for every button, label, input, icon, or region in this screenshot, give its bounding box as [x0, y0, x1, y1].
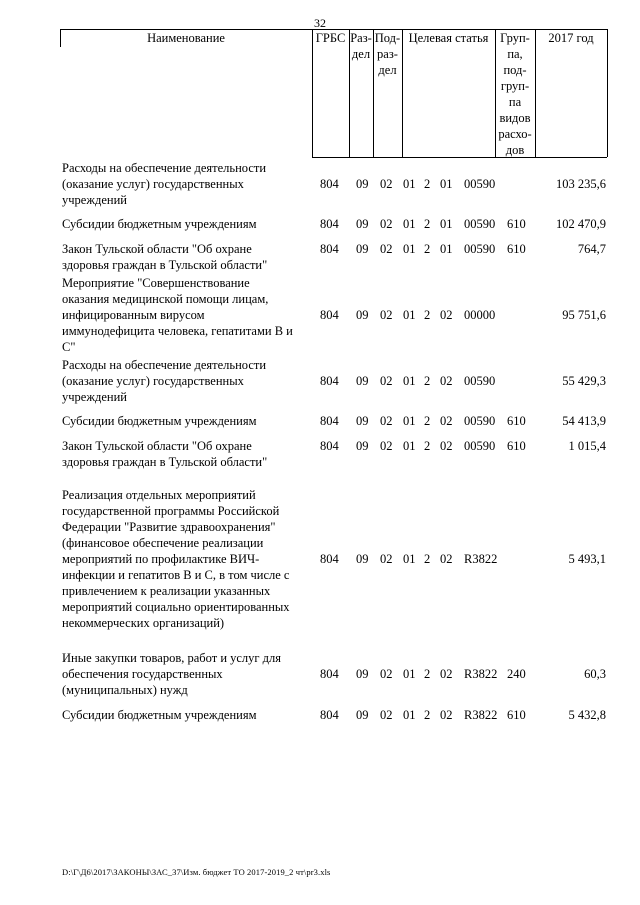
row-target-program: 01 — [403, 242, 416, 256]
row-name — [62, 216, 312, 232]
row-name-line: мероприятий социально ориентированных — [62, 600, 290, 614]
row-amount: 55 429,3 — [562, 374, 606, 388]
row-grbs: 804 — [320, 217, 339, 231]
row-target-event: 02 — [440, 552, 453, 566]
row-name-line: Субсидии бюджетным учреждениям — [62, 414, 257, 428]
row-target-subprogram: 2 — [424, 667, 431, 681]
row-name-line: Закон Тульской области "Об охране — [62, 242, 252, 256]
row-grbs: 804 — [320, 308, 339, 322]
row-amount: 103 235,6 — [556, 177, 606, 191]
row-name-line: иммунодефицита человека, гепатитами В и — [62, 324, 293, 338]
row-razdel: 09 — [356, 414, 369, 428]
row-name — [62, 413, 312, 429]
row-target-direction: 00590 — [464, 177, 496, 191]
header-divider — [402, 29, 403, 157]
table-row — [0, 438, 640, 469]
row-target-subprogram: 2 — [424, 552, 431, 566]
row-name-line: Федерации "Развитие здравоохранения" — [62, 520, 276, 534]
row-expense-group: 610 — [507, 242, 526, 256]
row-grbs: 804 — [320, 177, 339, 191]
row-podrazdel: 02 — [380, 374, 393, 388]
row-expense-group: 610 — [507, 439, 526, 453]
table-row — [0, 487, 640, 630]
row-target-event: 01 — [440, 242, 453, 256]
row-target-direction: 00590 — [464, 217, 496, 231]
row-name-line: Расходы на обеспечение деятельности — [62, 161, 267, 175]
row-name-line: обеспечения государственных — [62, 667, 223, 681]
row-name-line: (оказание услуг) государственных — [62, 374, 244, 388]
row-razdel: 09 — [356, 242, 369, 256]
row-amount: 5 432,8 — [568, 708, 606, 722]
row-name-line: здоровья граждан в Тульской области" — [62, 258, 268, 272]
row-target-event: 02 — [440, 708, 453, 722]
row-expense-group: 610 — [507, 217, 526, 231]
table-row — [0, 357, 640, 404]
row-target-event: 01 — [440, 217, 453, 231]
row-podrazdel: 02 — [380, 708, 393, 722]
header-target-article: Целевая статья — [408, 31, 489, 45]
row-target-subprogram: 2 — [424, 439, 431, 453]
row-name-line: привлечением к реализации указанных — [62, 584, 271, 598]
row-target-event: 02 — [440, 667, 453, 681]
header-name: Наименование — [147, 31, 225, 45]
table-row — [0, 216, 640, 231]
row-razdel: 09 — [356, 308, 369, 322]
row-amount: 54 413,9 — [562, 414, 606, 428]
row-razdel: 09 — [356, 439, 369, 453]
row-amount: 1 015,4 — [568, 439, 606, 453]
row-target-event: 02 — [440, 439, 453, 453]
row-target-direction: R3822 — [464, 708, 498, 722]
row-amount: 95 751,6 — [562, 308, 606, 322]
row-razdel: 09 — [356, 217, 369, 231]
row-name-line: Реализация отдельных мероприятий — [62, 488, 256, 502]
row-podrazdel: 02 — [380, 217, 393, 231]
row-target-program: 01 — [403, 552, 416, 566]
table-row — [0, 707, 640, 722]
row-name — [62, 650, 312, 698]
file-path-footer: D:\Г\Д6\2017\ЗАКОНЫ\ЗАС_37\Изм. бюджет ТО 2017-2019_2 чт\pr3.xls — [62, 867, 331, 877]
row-name-line: (оказание услуг) государственных — [62, 177, 244, 191]
row-name-line: (финансовое обеспечение реализации — [62, 536, 264, 550]
row-name-line: учреждений — [62, 390, 127, 404]
row-razdel: 09 — [356, 374, 369, 388]
row-target-subprogram: 2 — [424, 177, 431, 191]
row-target-program: 01 — [403, 708, 416, 722]
row-name-line: государственной программы Российской — [62, 504, 280, 518]
row-podrazdel: 02 — [380, 552, 393, 566]
row-name — [62, 160, 312, 208]
row-amount: 764,7 — [577, 242, 606, 256]
row-amount: 5 493,1 — [568, 552, 606, 566]
row-name — [62, 707, 312, 723]
row-name-line: Субсидии бюджетным учреждениям — [62, 217, 257, 231]
row-target-subprogram: 2 — [424, 217, 431, 231]
row-podrazdel: 02 — [380, 439, 393, 453]
row-target-subprogram: 2 — [424, 708, 431, 722]
row-name — [62, 487, 312, 631]
row-name-line: инфекции и гепатитов В и С, в том числе с — [62, 568, 290, 582]
row-grbs: 804 — [320, 552, 339, 566]
row-target-event: 02 — [440, 308, 453, 322]
row-podrazdel: 02 — [380, 667, 393, 681]
row-target-subprogram: 2 — [424, 374, 431, 388]
table-row — [0, 413, 640, 428]
page-number: 32 — [314, 16, 326, 30]
row-podrazdel: 02 — [380, 414, 393, 428]
row-name — [62, 438, 312, 470]
row-podrazdel: 02 — [380, 308, 393, 322]
row-target-program: 01 — [403, 217, 416, 231]
row-name — [62, 275, 312, 355]
row-grbs: 804 — [320, 667, 339, 681]
row-target-event: 02 — [440, 414, 453, 428]
row-name-line: учреждений — [62, 193, 127, 207]
row-grbs: 804 — [320, 708, 339, 722]
header-grbs: ГРБС — [315, 31, 346, 45]
row-razdel: 09 — [356, 667, 369, 681]
row-name-line: Иные закупки товаров, работ и услуг для — [62, 651, 282, 665]
row-name-line: некоммерческих организаций) — [62, 616, 225, 630]
row-name-line: Субсидии бюджетным учреждениям — [62, 708, 257, 722]
row-target-program: 01 — [403, 414, 416, 428]
header-bottom-border — [312, 157, 607, 158]
row-target-direction: R3822 — [464, 667, 498, 681]
row-grbs: 804 — [320, 374, 339, 388]
header-year: 2017 год — [548, 31, 594, 45]
row-razdel: 09 — [356, 708, 369, 722]
row-target-event: 02 — [440, 374, 453, 388]
row-amount: 60,3 — [584, 667, 606, 681]
row-expense-group: 610 — [507, 708, 526, 722]
row-target-direction: 00590 — [464, 242, 496, 256]
header-podrazdel: Под- раз- дел — [374, 31, 401, 77]
row-expense-group: 610 — [507, 414, 526, 428]
row-target-direction: 00590 — [464, 374, 496, 388]
row-name-line: Мероприятие "Совершенствование — [62, 276, 250, 290]
row-podrazdel: 02 — [380, 177, 393, 191]
row-name-line: (муниципальных) нужд — [62, 683, 188, 697]
row-target-program: 01 — [403, 667, 416, 681]
header-divider — [535, 29, 536, 157]
row-name — [62, 241, 312, 273]
header-razdel: Раз- дел — [350, 31, 372, 61]
row-name-line: инфицированным вирусом — [62, 308, 205, 322]
row-amount: 102 470,9 — [556, 217, 606, 231]
row-target-subprogram: 2 — [424, 242, 431, 256]
row-grbs: 804 — [320, 242, 339, 256]
row-target-direction: 00590 — [464, 439, 496, 453]
header-expense-group: Груп- па, под- груп- па видов расхо- дов — [498, 31, 532, 157]
row-name-line: С" — [62, 340, 76, 354]
row-grbs: 804 — [320, 439, 339, 453]
row-name-line: Расходы на обеспечение деятельности — [62, 358, 267, 372]
row-name-line: оказания медицинской помощи лицам, — [62, 292, 269, 306]
row-target-program: 01 — [403, 374, 416, 388]
row-target-program: 01 — [403, 439, 416, 453]
row-expense-group: 240 — [507, 667, 526, 681]
row-target-program: 01 — [403, 308, 416, 322]
header-divider — [312, 29, 313, 157]
row-podrazdel: 02 — [380, 242, 393, 256]
row-grbs: 804 — [320, 414, 339, 428]
row-target-event: 01 — [440, 177, 453, 191]
row-name-line: мероприятий по профилактике ВИЧ- — [62, 552, 260, 566]
row-target-program: 01 — [403, 177, 416, 191]
row-razdel: 09 — [356, 177, 369, 191]
row-name-line: здоровья граждан в Тульской области" — [62, 455, 268, 469]
row-target-subprogram: 2 — [424, 414, 431, 428]
table-row — [0, 275, 640, 354]
header-divider — [607, 29, 608, 157]
row-name — [62, 357, 312, 405]
row-target-direction: 00590 — [464, 414, 496, 428]
table-row — [0, 650, 640, 697]
table-row — [0, 160, 640, 207]
row-target-direction: R3822 — [464, 552, 498, 566]
table-row — [0, 241, 640, 272]
row-target-subprogram: 2 — [424, 308, 431, 322]
row-target-direction: 00000 — [464, 308, 496, 322]
row-name-line: Закон Тульской области "Об охране — [62, 439, 252, 453]
row-razdel: 09 — [356, 552, 369, 566]
